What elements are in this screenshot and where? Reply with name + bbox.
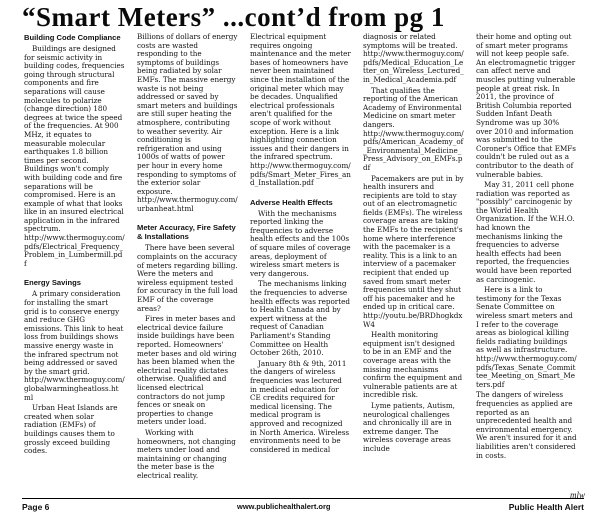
paragraph: diagnosis or related symptoms will be treated. http://www.thermoguy.com/pdfs/Medical_Education_Letter_on_Wireless_Lectured_in_Medical_Academia.pdf bbox=[363, 33, 464, 84]
footer-publication-name: Public Health Alert bbox=[508, 502, 584, 512]
column-2 bbox=[137, 33, 238, 495]
paragraph: A primary consideration for installing the smart grid is to conserve energy and reduce GHG emissions. This link to heat loss from buildings shows massive energy waste in the infrared spectrum not being addressed or saved by the smart grid. http://www.thermoguy.com/globalwarmingheatloss.html bbox=[24, 289, 125, 402]
paragraph: That qualifies the reporting of the American Academy of Environmental Medicine on smart meter dangers. http://www.thermoguy.com/pdfs/American_Academy_of_Environmental_Medicine_Press_Advisory_on_EMFs.pdf bbox=[363, 85, 464, 172]
paragraph: Health monitoring equipment isn't designed to be in an EMF and the coverage areas with the missing mechanisms confirm the equipment and vulnerable patients are at incredible risk. bbox=[363, 330, 463, 400]
section-heading-building-code: Building Code Compliance bbox=[24, 33, 121, 42]
column-5 bbox=[476, 33, 577, 495]
paragraph: Buildings are designed for seismic activity in building codes, frequencies going through structural components and fire separations will cause molecules to polarize (change direction) 180 degrees at twice the speed of the frequencies. At 900 MHz, it equates to measurable molecular earthquakes 1.8 billion times per second. Buildings won't comply with building code and fire separations will be compromised. Here is an example of what that looks like in an insured electrical application in the infrared spectrum. http://www.thermoguy.com/pdfs/Electrical_Frequency_Problem_in_Lumbermill.pdf bbox=[24, 44, 125, 268]
paragraph: Lyme patients, Autism, neurological challenges and chronically ill are in extreme danger. The wireless coverage areas include bbox=[363, 400, 455, 453]
paragraph: There have been several complaints on the accuracy of meters regarding billing. Were the meters and wireless equipment tested for accuracy in the full load EMF of the coverage areas? bbox=[137, 243, 238, 313]
section-heading-energy-savings: Energy Savings bbox=[24, 278, 81, 288]
paragraph: January 8th & 9th, 2011 the dangers of wireless frequencies was lectured in medical education for CE credits required for medical licensing. The medical program is approved and recognized in North America. Wireless environments need to be considered in medical bbox=[250, 358, 350, 454]
page-footer bbox=[22, 498, 584, 513]
paragraph: The mechanisms linking the frequencies to adverse health effects was reported to Health Canada and by expert witness at the request of Canadian Parliament's Standing Committee on Health October 26th, 2010. bbox=[250, 279, 350, 358]
author-signature: mlw bbox=[569, 490, 585, 500]
paragraph: May 31, 2011 cell phone radiation was reported as "possibly" carcinogenic by the World Health Organization. If the W.H.O. had known the mechanisms linking the frequencies to adverse health effects had been reported, the frequencies would have been reported as carcinogenic. bbox=[476, 180, 575, 284]
footer-website[interactable]: www.publichealthalert.org bbox=[237, 502, 331, 511]
paragraph: Here is a link to testimony for the Texas Senate Committee on wireless smart meters and I refer to the coverage areas as biological killing fields radiating buildings as well as infrastructure. http://www.thermoguy.com/pdfs/Texas_Senate_Committee_Meeting_on_Smart_Meters.pdf bbox=[476, 285, 577, 389]
paragraph: Billions of dollars of energy costs are wasted responding to the symptoms of buildings being radiated by solar EMFs. The massive energy waste is not being addressed or saved by smart meters and buildings are still super heating the atmosphere, contributing to weather severity. Air conditioning is refrigeration and using 1000s of watts of power per hour in every home responding to symptoms of the exterior solar exposure. http://www.thermoguy.com/urbanheat.html bbox=[137, 33, 238, 213]
section-heading-meter-accuracy: Meter Accuracy, Fire Safety & Installations bbox=[137, 223, 236, 242]
paragraph: The dangers of wireless frequencies as applied are reported as an unprecedented health and environmental emergency. We aren't insured for it and liabilities aren't considered in costs. bbox=[476, 390, 577, 460]
column-3 bbox=[250, 33, 351, 495]
column-4 bbox=[363, 33, 464, 495]
paragraph: Pacemakers are put in by health insurers and recipients are told to stay out of an electromagnetic fields (EMFs). The wireless coverage areas are taking the EMFs to the recipient's home where interference with the pacemaker is a reality. This is a link to an interview of a pacemaker recipient that ended up saved from smart meter frequencies until they shut off his pacemaker and he ended up in critical care. http://youtu.be/BRDhogkdxW4 bbox=[363, 173, 464, 329]
paragraph: Electrical equipment requires ongoing maintenance and the meter bases of homeowners have never been maintained since the installation of the original meter which may be decades. Unqualified electrical professionals aren't qualified for the scope of work without exception. Here is a link highlighting connection issues and their dangers in the infrared spectrum. http://www.thermoguy.com/pdfs/Smart_Meter_Fires_and_Installation.pdf bbox=[250, 33, 351, 188]
paragraph: Working with homeowners, not changing meters under load and maintaining or changing the meter base is the electrical reality. bbox=[137, 427, 236, 480]
paragraph: Urban Heat Islands are created when solar radiation (EMFs) of buildings causes them to grossly exceed building codes. bbox=[24, 403, 118, 456]
footer-page-number: Page 6 bbox=[22, 502, 50, 512]
paragraph: With the mechanisms reported linking the frequencies to adverse health effects and the 100s of square miles of coverage areas, deployment of wireless smart meters is very dangerous. bbox=[250, 208, 351, 278]
section-heading-adverse-health: Adverse Health Effects bbox=[250, 197, 333, 207]
paragraph: their home and opting out of smart meter programs will not keep people safe. An electromagnetic trigger can affect nerve and muscles putting vulnerable people at great risk. In 2011, the province of British Columbia reported Sudden Infant Death Syndrome was up 30% over 2010 and information was submitted to the Coroner's Office that EMFs couldn't be ruled out as a contributor to the death of vulnerable babies. bbox=[476, 33, 576, 179]
article-columns bbox=[24, 33, 584, 495]
column-1 bbox=[24, 33, 125, 495]
paragraph: Fires in meter bases and electrical device failure inside buildings have been reported. Homeowners' meter bases and old wiring has been blamed when the electrical reality dictates otherwise. Qualified and licensed electrical contractors do not jump fences or sneak on properties to change meters under load. bbox=[137, 314, 237, 427]
page-headline: “Smart Meters” ...cont’d from pg 1 bbox=[22, 2, 445, 32]
